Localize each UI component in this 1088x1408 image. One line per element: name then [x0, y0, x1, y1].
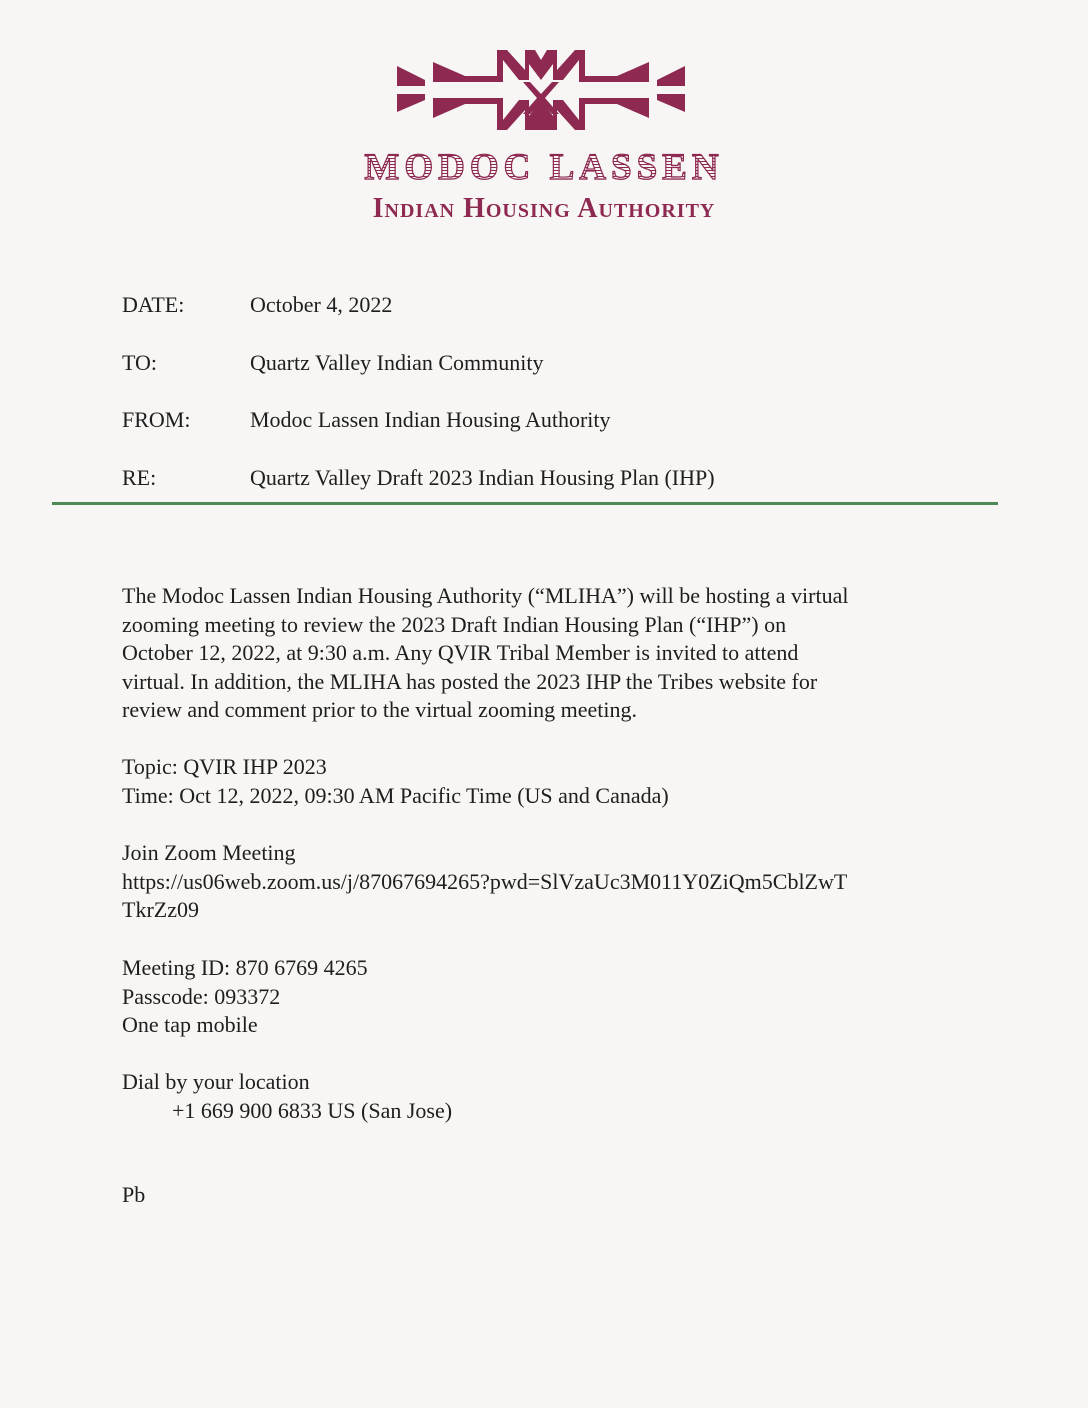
memo-re-label: RE: [122, 465, 157, 490]
memo-date-value: October 4, 2022 [250, 292, 393, 317]
memo-date-label: DATE: [122, 292, 185, 317]
memo-to-value: Quartz Valley Indian Community [250, 350, 544, 375]
header-divider [52, 502, 998, 505]
mliha-logo-icon [397, 46, 685, 134]
meeting-topic-block [122, 753, 982, 810]
org-name-line2: Indian Housing Authority [372, 193, 716, 224]
paragraph-line: The Modoc Lassen Indian Housing Authority (“MLIHA”) will be hosting a virtual [122, 583, 849, 608]
meeting-credentials-block [122, 954, 982, 1040]
join-meeting-block [122, 839, 982, 925]
paragraph-line: review and comment prior to the virtual zooming meeting. [122, 697, 638, 722]
join-meeting-link[interactable]: https://us06web.zoom.us/j/87067694265?pwd=SlVzaUc3M011Y0ZiQm5CblZwT [122, 868, 848, 894]
initials-block [122, 1181, 982, 1210]
author-initials: Pb [122, 1182, 146, 1207]
paragraph-line: October 12, 2022, at 9:30 a.m. Any QVIR Tribal Member is invited to attend [122, 640, 799, 665]
join-meeting-label: Join Zoom Meeting [122, 840, 296, 865]
join-meeting-link-cont[interactable]: TkrZz09 [122, 897, 199, 922]
meeting-time: Time: Oct 12, 2022, 09:30 AM Pacific Time (US and Canada) [122, 782, 669, 808]
dial-label: Dial by your location [122, 1069, 310, 1094]
one-tap-mobile: One tap mobile [122, 1012, 258, 1037]
memo-to-label: TO: [122, 350, 158, 375]
paragraph-line: zooming meeting to review the 2023 Draft Indian Housing Plan (“IHP”) on [122, 611, 787, 637]
meeting-id: Meeting ID: 870 6769 4265 [122, 955, 368, 980]
org-name-line1: MODOC LASSEN [0, 146, 1088, 189]
meeting-topic: Topic: QVIR IHP 2023 [122, 754, 327, 779]
memo-from-value: Modoc Lassen Indian Housing Authority [250, 407, 611, 432]
paragraph-line: virtual. In addition, the MLIHA has posted the 2023 IHP the Tribes website for [122, 668, 818, 694]
dial-block [122, 1068, 982, 1125]
memo-re-value: Quartz Valley Draft 2023 Indian Housing Plan (IHP) [250, 465, 715, 490]
meeting-passcode: Passcode: 093372 [122, 983, 281, 1009]
memo-from-label: FROM: [122, 407, 191, 432]
dial-number: +1 669 900 6833 US (San Jose) [172, 1097, 453, 1123]
body-paragraph [122, 582, 982, 725]
